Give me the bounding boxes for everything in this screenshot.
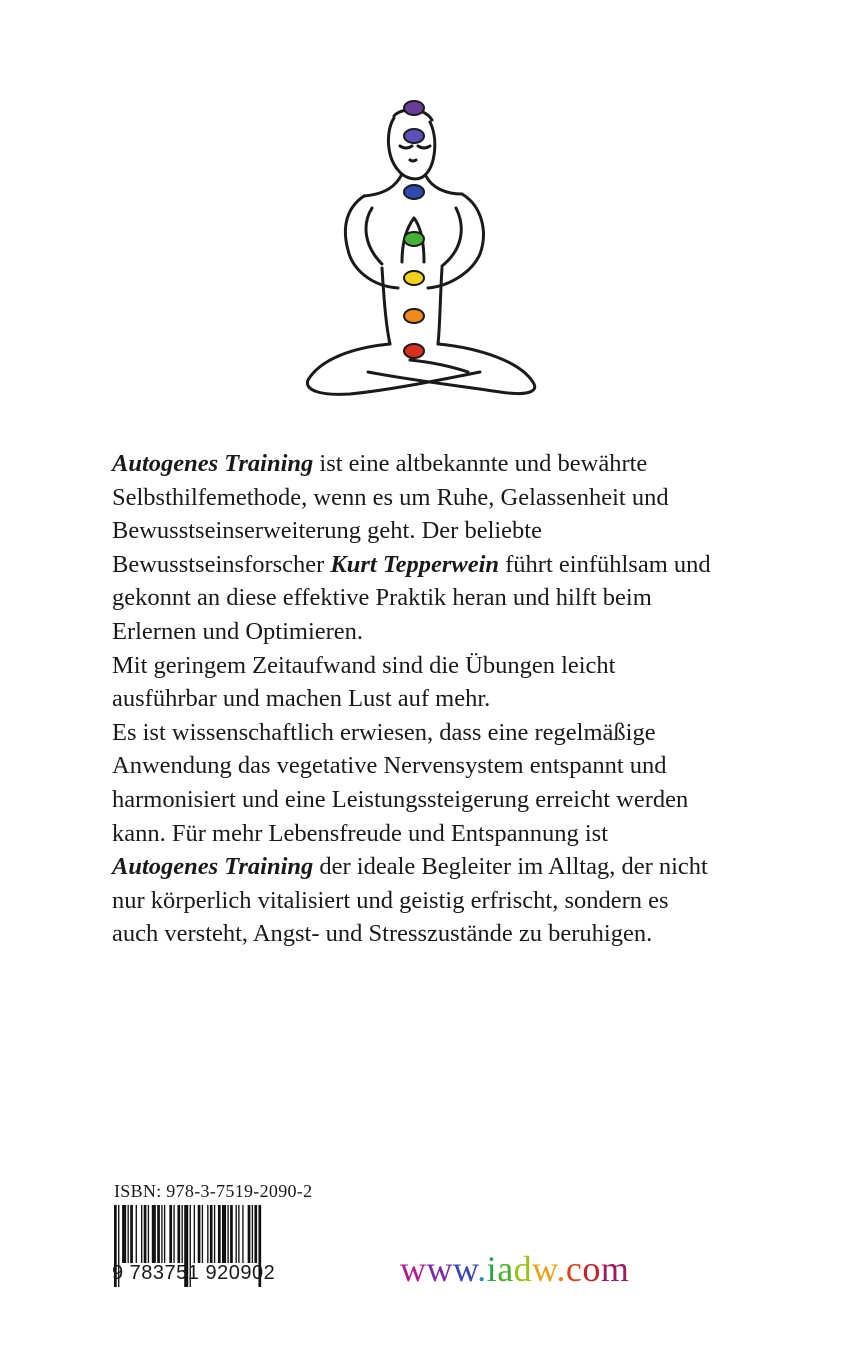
- blurb-text: ist eine altbekannte und bewährte Selbsthilfemethode, wenn es um Ruhe, Gelassenheit und Bewusstseinserweiterung geht. Der beliebte Bewusstseinsforscher: [112, 450, 669, 578]
- barcode-bar: [218, 1205, 221, 1263]
- website-letter: w: [426, 1249, 453, 1289]
- barcode-bar: [128, 1205, 129, 1263]
- website-letter: w: [532, 1249, 557, 1289]
- barcode-bar: [148, 1205, 149, 1263]
- barcode-bar: [248, 1205, 251, 1263]
- website-letter: w: [453, 1249, 478, 1289]
- barcode-bar: [210, 1205, 213, 1263]
- barcode-bar: [202, 1205, 203, 1263]
- barcode-bar: [238, 1205, 239, 1263]
- barcode-bar: [227, 1205, 228, 1263]
- barcode-bar: [157, 1205, 160, 1263]
- barcode-bar: [144, 1205, 147, 1263]
- back-cover-blurb: [112, 447, 712, 951]
- blurb-emphasis: Autogenes Training: [112, 853, 314, 881]
- website-letter: a: [497, 1249, 514, 1289]
- barcode-bar: [252, 1205, 253, 1263]
- website-letter: w: [400, 1249, 427, 1289]
- barcode-bar: [164, 1205, 165, 1263]
- barcode-bar: [122, 1205, 126, 1263]
- barcode-bar: [169, 1205, 172, 1263]
- barcode-bar: [242, 1205, 243, 1263]
- website-letter: o: [582, 1249, 601, 1289]
- blurb-emphasis: Kurt Tepperwein: [330, 550, 500, 578]
- website-letter: c: [565, 1249, 583, 1289]
- barcode-bar: [130, 1205, 133, 1263]
- barcode-bar: [173, 1205, 174, 1263]
- barcode-bar: [222, 1205, 226, 1263]
- barcode-digits: 9 783751 920902: [112, 1262, 276, 1284]
- website-letter: d: [513, 1249, 533, 1289]
- barcode-bar: [236, 1205, 237, 1263]
- barcode-bar: [194, 1205, 195, 1263]
- barcode-bar: [214, 1205, 215, 1263]
- blurb-paragraph: [112, 716, 712, 951]
- barcode-bar: [207, 1205, 208, 1263]
- isbn-label: ISBN: 978-3-7519-2090-2: [114, 1181, 313, 1201]
- publisher-website[interactable]: [400, 1248, 629, 1290]
- barcode-bar: [161, 1205, 162, 1263]
- blurb-text: der ideale Begleiter im Alltag, der nicht nur körperlich vitalisiert und geistig erfrischt, sondern es auch versteht, Angst- und Stresszustände zu beruhigen.: [112, 853, 708, 948]
- blurb-text: Mit geringem Zeitaufwand sind die Übungen leicht ausführbar und machen Lust auf mehr.: [112, 651, 616, 713]
- barcode-bar: [152, 1205, 156, 1263]
- barcode-bar: [198, 1205, 201, 1263]
- website-letter: .: [556, 1249, 566, 1289]
- meditation-figure-icon: [290, 90, 550, 410]
- blurb-emphasis: Autogenes Training: [112, 450, 314, 477]
- blurb-paragraph: [112, 447, 712, 649]
- barcode-bar: [182, 1205, 183, 1263]
- barcode-bar: [254, 1205, 257, 1263]
- barcode-bar: [141, 1205, 142, 1263]
- barcode-bar: [177, 1205, 180, 1263]
- blurb-text: führt einfühlsam und gekonnt an diese effektive Praktik heran und hilft beim Erlernen und Optimieren.: [112, 550, 711, 645]
- blurb-text: Es ist wissenschaftlich erwiesen, dass eine regelmäßige Anwendung das vegetative Nervensystem entspannt und harmonisiert und eine Leistungssteigerung erreicht werden kann. Für mehr Lebensfreude und Entspannung ist: [112, 718, 689, 847]
- barcode-bar: [230, 1205, 233, 1263]
- website-letter: i: [486, 1249, 498, 1289]
- barcode-bar: [136, 1205, 137, 1263]
- website-letter: m: [600, 1249, 630, 1289]
- blurb-paragraph: [112, 649, 712, 716]
- website-letter: .: [477, 1249, 487, 1289]
